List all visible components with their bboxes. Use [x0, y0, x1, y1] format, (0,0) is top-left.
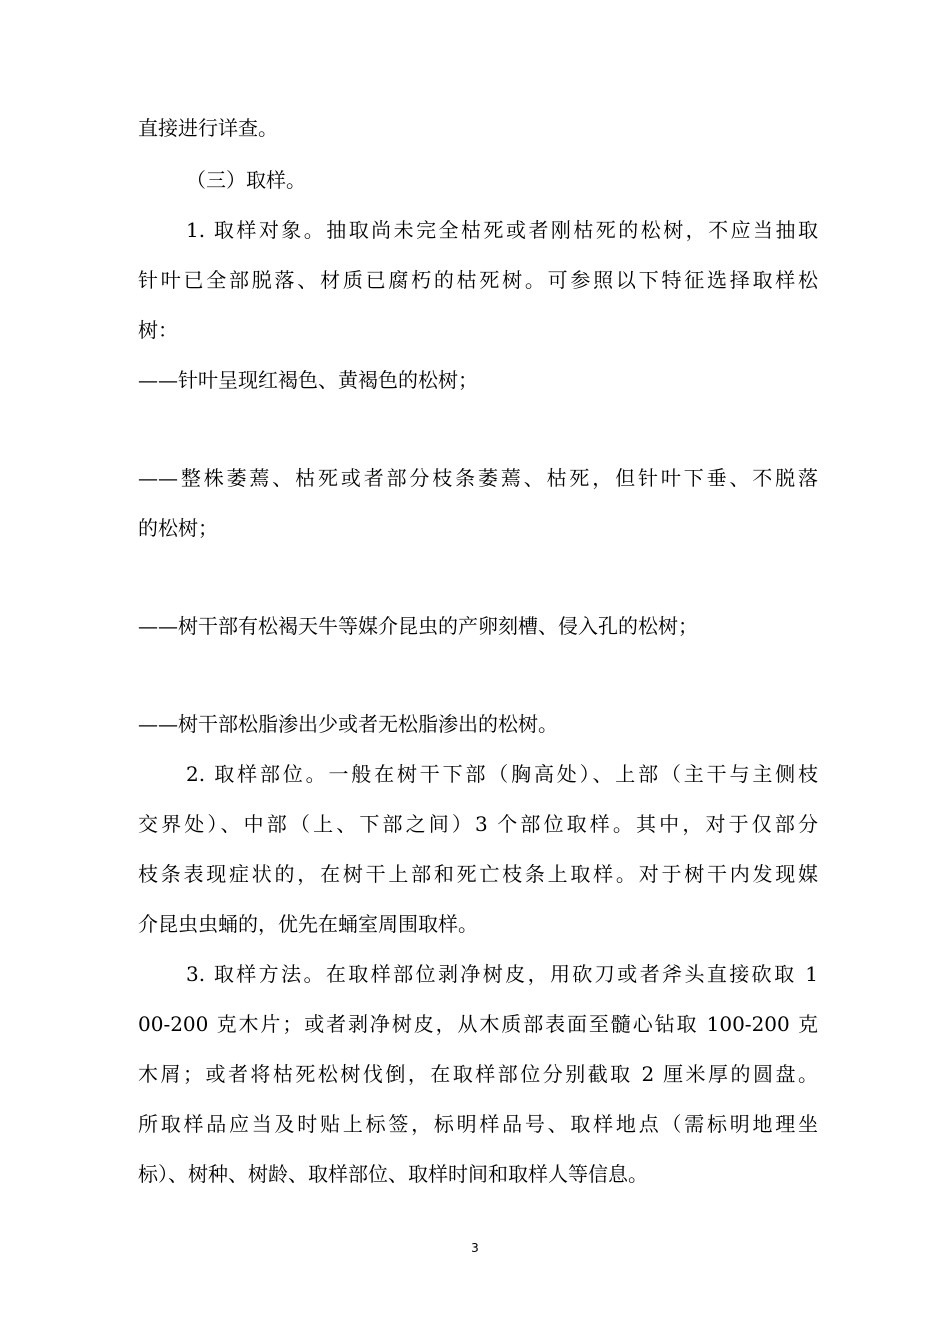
page-number: 3 [471, 1241, 479, 1255]
text-line: 枝条表现症状的，在树干上部和死亡枝条上取样。对于树干内发现媒 [138, 862, 818, 886]
text-line: 交界处）、中部（上、下部之间）3 个部位取样。其中，对于仅部分 [138, 812, 818, 836]
text-line: 的松树； [138, 516, 218, 540]
text-line: 所取样品应当及时贴上标签，标明样品号、取样地点（需标明地理坐 [138, 1112, 818, 1136]
text-line: 1. 取样对象。抽取尚未完全枯死或者刚枯死的松树，不应当抽取 [186, 218, 818, 242]
text-line: 00-200 克木片；或者剥净树皮，从木质部表面至髓心钻取 100-200 克 [138, 1012, 818, 1036]
text-line: 针叶已全部脱落、材质已腐朽的枯死树。可参照以下特征选择取样松 [138, 268, 818, 292]
list-item: ——针叶呈现红褐色、黄褐色的松树； [138, 368, 478, 392]
text-line: 2. 取样部位。一般在树干下部（胸高处）、上部（主干与主侧枝 [186, 762, 818, 786]
list-item: ——整株萎蔫、枯死或者部分枝条萎蔫、枯死，但针叶下垂、不脱落 [138, 466, 818, 490]
text-line: 木屑；或者将枯死松树伐倒，在取样部位分别截取 2 厘米厚的圆盘。 [138, 1062, 818, 1086]
text-line: 3. 取样方法。在取样部位剥净树皮，用砍刀或者斧头直接砍取 1 [186, 962, 818, 986]
text-line: 介昆虫虫蛹的，优先在蛹室周围取样。 [138, 912, 478, 936]
list-item: ——树干部松脂渗出少或者无松脂渗出的松树。 [138, 712, 558, 736]
text-line: 标）、树种、树龄、取样部位、取样时间和取样人等信息。 [138, 1162, 648, 1186]
text-line: 直接进行详查。 [138, 116, 278, 140]
list-item: ——树干部有松褐天牛等媒介昆虫的产卵刻槽、侵入孔的松树； [138, 614, 698, 638]
section-heading: （三）取样。 [186, 168, 306, 192]
text-line: 树： [138, 318, 178, 342]
